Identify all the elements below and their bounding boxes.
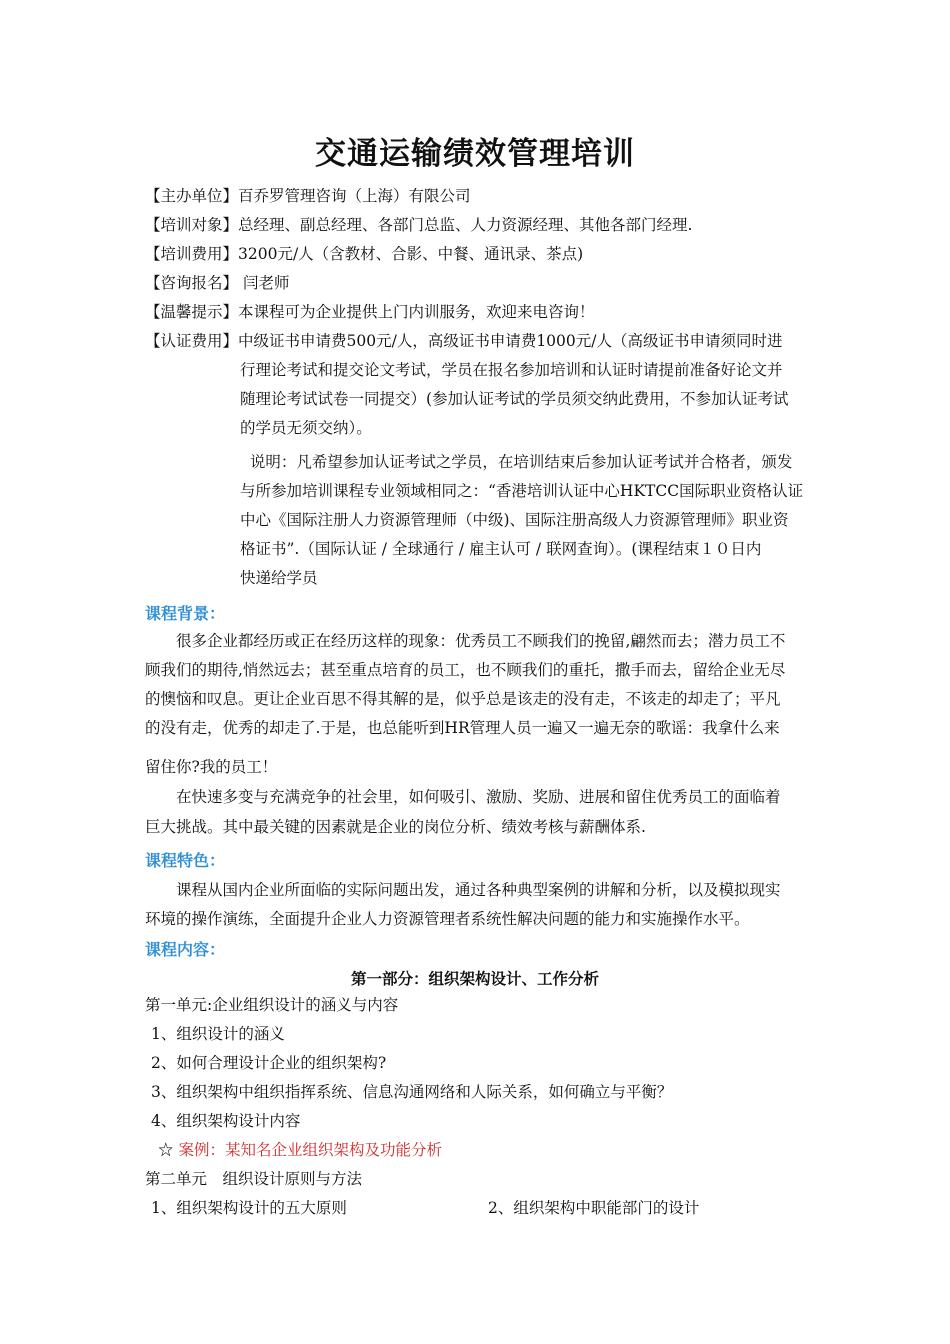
- page-title: 交通运输绩效管理培训: [315, 136, 635, 172]
- case-text: 案例：某知名企业组织架构及功能分析: [178, 1141, 442, 1159]
- paragraph-line: 在快速多变与充满竞争的社会里，如何吸引、激励、奖励、进展和留住优秀员工的面临着: [176, 788, 781, 806]
- cert-note-line: 与所参加培训课程专业领域相同之：“香港培训认证中心HKTCC国际职业资格认证: [240, 482, 804, 500]
- info-value: 本课程可为企业提供上门内训服务，欢迎来电咨询！: [238, 303, 595, 321]
- info-audience: [145, 215, 692, 235]
- info-value: 闫老师: [238, 274, 290, 292]
- info-label: 【主办单位】: [145, 187, 239, 205]
- cert-note-line: 快递给学员: [240, 569, 318, 587]
- paragraph-line: 环境的操作演练，全面提升企业人力资源管理者系统性解决问题的能力和实施操作水平。: [145, 910, 750, 928]
- cert-line: 随理论考试试卷一同提交）(参加认证考试的学员须交纳此费用，不参加认证考试: [240, 390, 789, 408]
- cert-line: 中级证书申请费500元/人，高级证书申请费1000元/人（高级证书申请须同时进: [238, 332, 783, 350]
- case-line: [158, 1140, 442, 1160]
- info-tip: [145, 302, 595, 322]
- paragraph-line: 课程从国内企业所面临的实际问题出发，通过各种典型案例的讲解和分析，以及模拟现实: [176, 881, 781, 899]
- paragraph-line: 巨大挑战。其中最关键的因素就是企业的岗位分析、绩效考核与薪酬体系.: [145, 818, 646, 836]
- cert-note-line: 中心《国际注册人力资源管理师（中级)、国际注册高级人力资源管理师》职业资: [240, 511, 789, 529]
- list-item: 1、组织架构设计的五大原则: [151, 1199, 347, 1217]
- info-organizer: [145, 186, 471, 206]
- info-label: 【认证费用】: [145, 332, 239, 350]
- cert-line: 的学员无须交纳）。: [240, 419, 372, 437]
- section-heading-features: 课程特色：: [145, 851, 226, 870]
- part-heading: 第一部分：组织架构设计、工作分析: [350, 970, 599, 988]
- unit-heading: 第二单元 组织设计原则与方法: [145, 1170, 363, 1188]
- cert-line: 行理论考试和提交论文考试，学员在报名参加培训和认证时请提前准备好论文并: [240, 361, 783, 379]
- cert-note-line: 说明：凡希望参加认证考试之学员，在培训结束后参加认证考试并合格者，颁发: [240, 453, 793, 471]
- section-heading-background: 课程背景：: [145, 604, 226, 623]
- info-value: 总经理、副总经理、各部门总监、人力资源经理、其他各部门经理.: [238, 216, 693, 234]
- paragraph-line: 的没有走，优秀的却走了.于是，也总能听到HR管理人员一遍又一遍无奈的歌谣：我拿什么来: [145, 719, 780, 737]
- list-item: 1、组织设计的涵义: [151, 1025, 285, 1043]
- star-icon: ☆: [158, 1141, 174, 1159]
- section-heading-content: 课程内容：: [145, 940, 226, 959]
- list-item: 2、如何合理设计企业的组织架构?: [151, 1054, 387, 1072]
- info-label: 【培训费用】: [145, 245, 239, 263]
- cert-note-line: 格证书”.（国际认证 / 全球通行 / 雇主认可 / 联网查询）。(课程结束１０日内: [240, 540, 762, 558]
- paragraph-line: 留住你?我的员工！: [145, 758, 278, 776]
- info-label: 【温馨提示】: [145, 303, 239, 321]
- info-cert: [145, 331, 783, 351]
- info-label: 【培训对象】: [145, 216, 239, 234]
- list-item: 4、组织架构设计内容: [151, 1112, 301, 1130]
- info-label: 【咨询报名】: [145, 274, 239, 292]
- info-fee: [145, 244, 583, 264]
- paragraph-line: 的懊恼和叹息。更让企业百思不得其解的是，似乎总是该走的没有走，不该走的却走了；平凡: [145, 690, 781, 708]
- unit-heading: 第一单元:企业组织设计的涵义与内容: [145, 996, 399, 1014]
- info-value: 百乔罗管理咨询（上海）有限公司: [238, 187, 471, 205]
- info-contact: [145, 273, 289, 293]
- paragraph-line: 很多企业都经历或正在经历这样的现象：优秀员工不顾我们的挽留,翩然而去；潜力员工不: [176, 632, 786, 650]
- list-item: 2、组织架构中职能部门的设计: [488, 1199, 700, 1217]
- paragraph-line: 顾我们的期待,悄然远去；甚至重点培育的员工，也不顾我们的重托，撒手而去，留给企业无尽: [145, 661, 786, 679]
- list-item: 3、组织架构中组织指挥系统、信息沟通网络和人际关系，如何确立与平衡？: [151, 1083, 673, 1101]
- info-value: 3200元/人（含教材、合影、中餐、通讯录、茶点): [238, 245, 584, 263]
